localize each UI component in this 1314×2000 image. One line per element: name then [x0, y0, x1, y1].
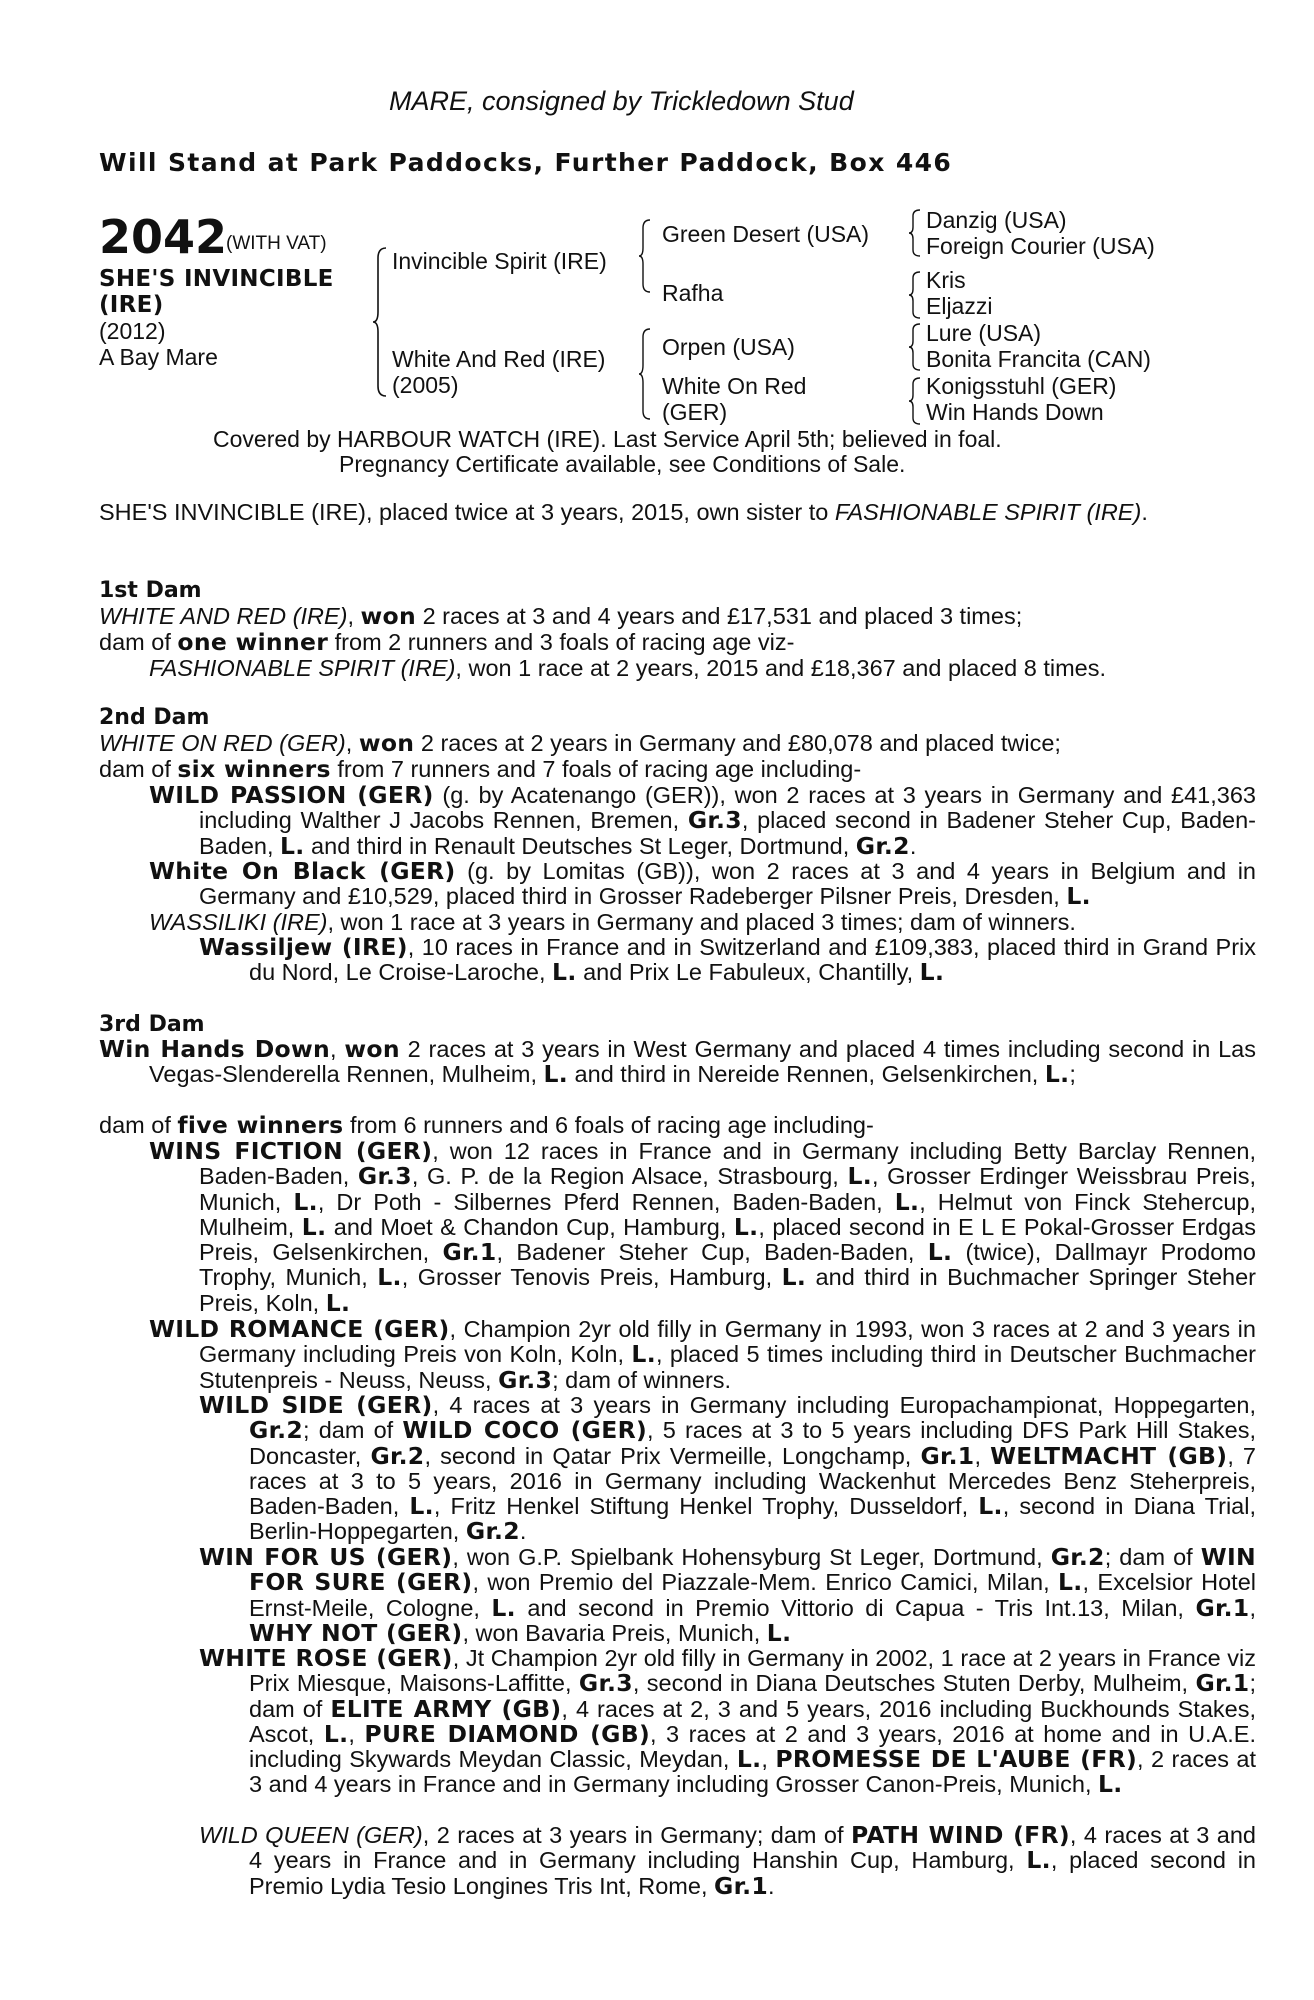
pedigree-dam-sire: Orpen (USA) — [662, 334, 795, 360]
pedigree-ddd: Win Hands Down — [926, 399, 1104, 425]
first-dam-produce: dam of one winner from 2 runners and 3 foals of racing age viz- — [99, 628, 795, 656]
third-dam-produce: dam of five winners from 6 runners and 6 foals of racing age including- — [99, 1111, 874, 1139]
horse-country: (IRE) — [99, 292, 164, 318]
pedigree-sdd: Eljazzi — [926, 293, 993, 319]
third-dam-record: Win Hands Down, won 2 races at 3 years in West Germany and placed 4 times including second in Las Vegas-Slenderella Rennen, Mulheim, L. and third in Nereide Rennen, Gelsenkirchen, L.; — [99, 1035, 1256, 1089]
pedigree-dam-year: (2005) — [392, 372, 459, 398]
lot-number: 2042 — [99, 210, 228, 264]
catalogue-subtitle: MARE, consigned by Trickledown Stud — [389, 86, 854, 116]
pedigree-dsd: Bonita Francita (CAN) — [926, 346, 1151, 372]
horse-description: A Bay Mare — [99, 344, 218, 370]
pedigree-dam: White And Red (IRE) — [392, 346, 606, 372]
produce-win-for-us: WIN FOR US (GER), won G.P. Spielbank Hohensyburg St Leger, Dortmund, Gr.2; dam of WIN FOR SURE (GER), won Premio del Piazzale-Mem. Enrico Camici, Milan, L., Excelsior Hotel Ernst-Meile, Cologne, L. and second in Premio Vittorio di Capua - Tris Int.13, Milan, Gr.1, WHY NOT (GER), won Bavaria Preis, Munich, L. — [199, 1543, 1256, 1647]
pregnancy-note: Pregnancy Certificate available, see Conditions of Sale. — [339, 451, 906, 477]
produce-wassiljew: Wassiljew (IRE), 10 races in France and in Switzerland and £109,383, placed third in Grand Prix du Nord, Le Croise-Laroche, L. and Prix Le Fabuleux, Chantilly, L. — [199, 933, 1256, 987]
pedigree-dds: Konigsstuhl (GER) — [926, 373, 1117, 399]
produce-wild-passion: WILD PASSION (GER) (g. by Acatenango (GER)), won 2 races at 3 years in Germany and £41,363 including Walther J Jacobs Rennen, Bremen, Gr.3, placed second in Badener Steher Cup, Baden-Baden, L. and third in Renault Deutsches St Leger, Dortmund, Gr.2. — [149, 781, 1256, 860]
pedigree-brace-sire — [638, 218, 652, 294]
pedigree-sss: Danzig (USA) — [926, 207, 1067, 233]
second-dam-produce: dam of six winners from 7 runners and 7 foals of racing age including- — [99, 755, 862, 783]
third-dam-heading: 3rd Dam — [99, 1012, 205, 1037]
pedigree-sire-dam: Rafha — [662, 280, 724, 306]
produce-wins-fiction: WINS FICTION (GER), won 12 races in France and in Germany including Betty Barclay Rennen, Baden-Baden, Gr.3, G. P. de la Region Alsace, Strasbourg, L., Grosser Erdinger Weissbrau Preis, Munich, L., Dr Poth - Silbernes Pferd Rennen, Baden-Baden, L., Helmut von Finck Stehercup, Mulheim, L. and Moet & Chandon Cup, Hamburg, L., placed second in E L E Pokal-Grosser Erdgas Preis, Gelsenkirchen, Gr.1, Badener Steher Cup, Baden-Baden, L. (twice), Dallmayr Prodomo Trophy, Munich, L., Grosser Tenovis Preis, Hamburg, L. and third in Buchmacher Springer Steher Preis, Koln, L. — [149, 1137, 1256, 1317]
second-dam-record: WHITE ON RED (GER), won 2 races at 2 years in Germany and £80,078 and placed twice; — [99, 729, 1061, 757]
second-dam-heading: 2nd Dam — [99, 705, 210, 730]
first-dam-foal: FASHIONABLE SPIRIT (IRE), won 1 race at 2 years, 2015 and £18,367 and placed 8 times. — [149, 655, 1107, 681]
pedigree-sds: Kris — [926, 267, 966, 293]
pedigree-brace-dd — [908, 376, 922, 426]
produce-wild-side: WILD SIDE (GER), 4 races at 3 years in Germany including Europachampionat, Hoppegarten, Gr.2; dam of WILD COCO (GER), 5 races at 3 to 5 years including DFS Park Hill Stakes, Doncaster, Gr.2, second in Qatar Prix Vermeille, Longchamp, Gr.1, WELTMACHT (GB), 7 races at 3 to 5 years, 2016 in Germany including Wackenhut Mercedes Benz Steherpreis, Baden-Baden, L., Fritz Henkel Stiftung Henkel Trophy, Dusseldorf, L., second in Diana Trial, Berlin-Hoppegarten, Gr.2. — [199, 1391, 1257, 1546]
pedigree-dss: Lure (USA) — [926, 320, 1042, 346]
vat-note: (WITH VAT) — [226, 233, 327, 254]
first-dam-heading: 1st Dam — [99, 578, 202, 603]
produce-white-rose: WHITE ROSE (GER), Jt Champion 2yr old filly in Germany in 2002, 1 race at 2 years in France viz Prix Miesque, Maisons-Laffitte, Gr.3, second in Diana Deutsches Stuten Derby, Mulheim, Gr.1; dam of ELITE ARMY (GB), 4 races at 2, 3 and 5 years, 2016 including Buckhounds Stakes, Ascot, L., PURE DIAMOND (GB), 3 races at 2 and 3 years, 2016 at home and in U.A.E. including Skywards Meydan Classic, Meydan, L., PROMESSE DE L'AUBE (FR), 2 races at 3 and 4 years in France and in Germany including Grosser Canon-Preis, Munich, L. — [199, 1644, 1257, 1799]
pedigree-dam-dam: White On Red — [662, 373, 807, 399]
pedigree-sire: Invincible Spirit (IRE) — [392, 248, 607, 274]
first-dam-record: WHITE AND RED (IRE), won 2 races at 3 and 4 years and £17,531 and placed 3 times; — [99, 602, 1023, 630]
pedigree-brace-dam — [638, 327, 652, 421]
produce-wild-queen: WILD QUEEN (GER), 2 races at 3 years in Germany; dam of PATH WIND (FR), 4 races at 3 and 4 years in France and in Germany including Hanshin Cup, Hamburg, L., placed second in Premio Lydia Tesio Longines Tris Int, Rome, Gr.1. — [199, 1821, 1256, 1900]
pedigree-ssd: Foreign Courier (USA) — [926, 233, 1155, 259]
pedigree-brace-ss — [908, 208, 922, 258]
stand-location: Will Stand at Park Paddocks, Further Paddock, Box 446 — [99, 148, 953, 177]
produce-wild-romance: WILD ROMANCE (GER), Champion 2yr old filly in Germany in 1993, won 3 races at 2 and 3 years in Germany including Preis von Koln, Koln, L., placed 5 times including third in Deutscher Buchmacher Stutenpreis - Neuss, Neuss, Gr.3; dam of winners. — [149, 1315, 1256, 1394]
pedigree-brace-ds — [908, 322, 922, 372]
pedigree-brace-main — [372, 246, 388, 398]
horse-name: SHE'S INVINCIBLE — [99, 266, 334, 292]
produce-wassiliki: WASSILIKI (IRE), won 1 race at 3 years in Germany and placed 3 times; dam of winners. — [149, 909, 1076, 935]
intro-paragraph: SHE'S INVINCIBLE (IRE), placed twice at 3 years, 2015, own sister to FASHIONABLE SPIRIT (IRE). — [99, 499, 1148, 525]
foaling-year: (2012) — [99, 318, 166, 344]
produce-white-on-black: White On Black (GER) (g. by Lomitas (GB)), won 2 races at 3 and 4 years in Belgium and in Germany and £10,529, placed third in Grosser Radeberger Pilsner Preis, Dresden, L. — [149, 857, 1257, 911]
covering-note: Covered by HARBOUR WATCH (IRE). Last Service April 5th; believed in foal. — [213, 426, 1002, 452]
pedigree-dam-dam-country: (GER) — [662, 399, 728, 425]
pedigree-sire-sire: Green Desert (USA) — [662, 221, 870, 247]
pedigree-brace-sd — [908, 270, 922, 320]
